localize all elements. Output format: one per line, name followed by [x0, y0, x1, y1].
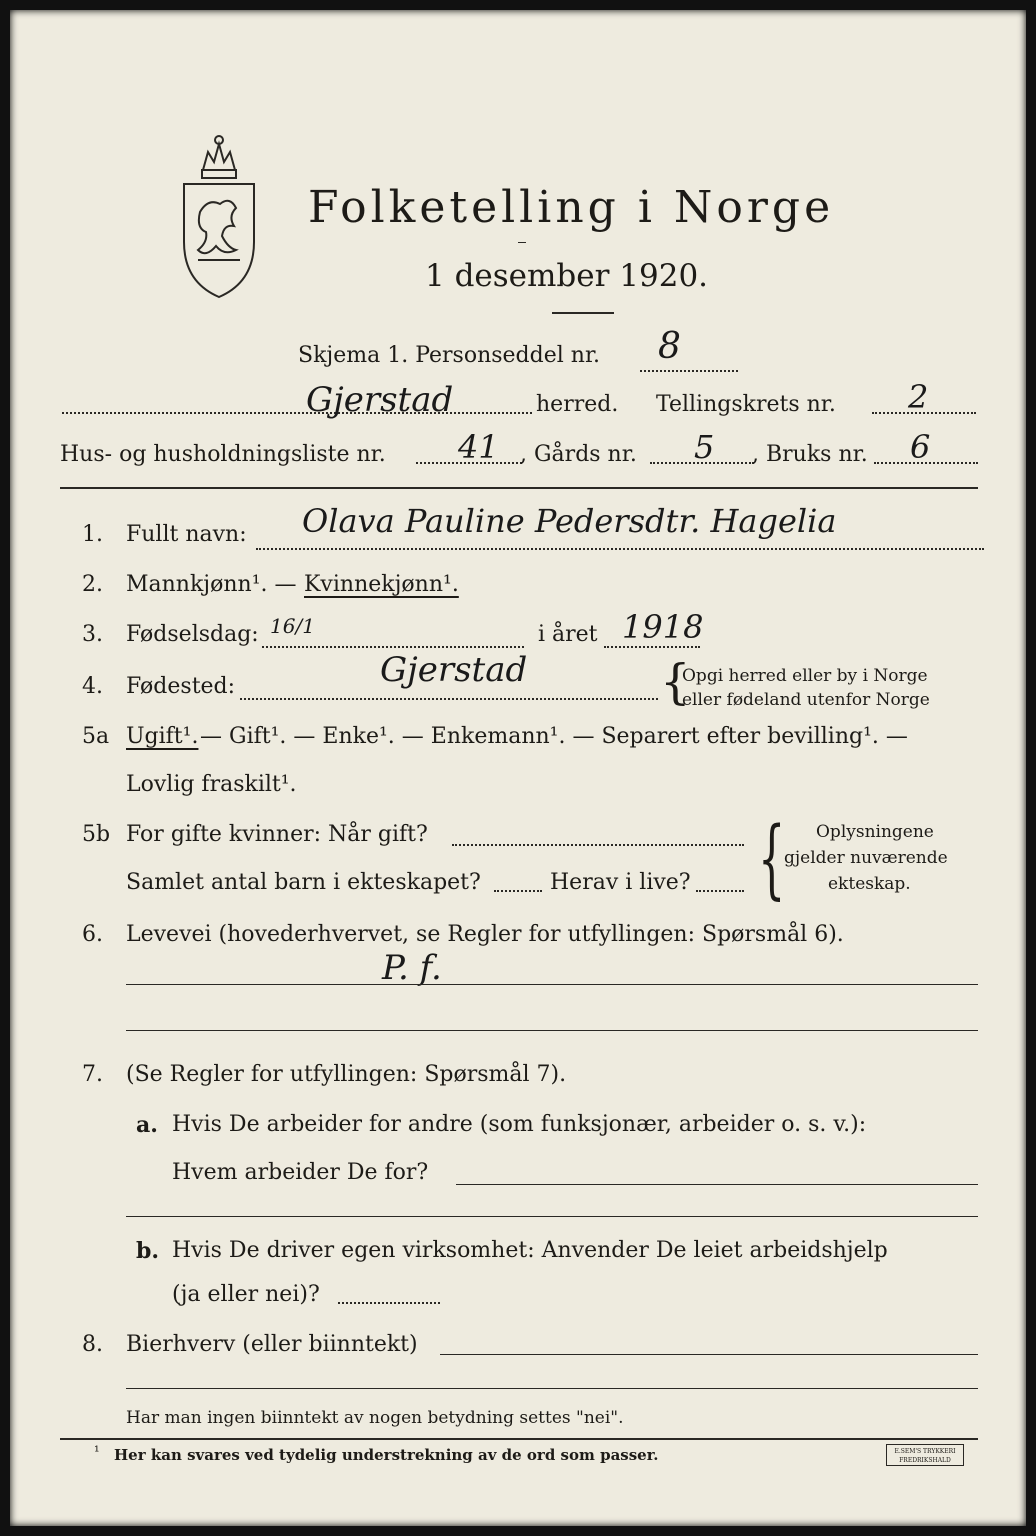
q5a-ugift: Ugift¹.	[126, 724, 199, 749]
q3-year: 1918	[622, 608, 704, 646]
q5b-line1: For gifte kvinner: Når gift?	[126, 822, 428, 847]
q3-label: Fødselsdag:	[126, 622, 259, 647]
printer-stamp-line1: E.SEM'S TRYKKERI	[894, 1448, 956, 1455]
q5b-note-line3: ekteskap.	[828, 874, 911, 894]
q7b-letter: b.	[136, 1238, 160, 1264]
q7a-line1: Hvis De arbeider for andre (som funksjonær, arbeider o. s. v.):	[172, 1112, 867, 1137]
q4-birthplace: Gjerstad	[380, 650, 528, 690]
tellingskrets-nr: 2	[908, 378, 929, 416]
herred-label: herred.	[536, 392, 619, 417]
census-form-page: Folketelling i Norge 1 desember 1920. Skjema 1. Personseddel nr. 8 Gjerstad herred. Tellingskrets nr. 2 Hus- og husholdningsliste nr. 41 , Gårds nr. 5 , Bruks nr. 6 1. Fullt navn: Olava Pauline Pedersdtr. Hagelia 2. Mannkjønn¹. — Kvinnekjønn¹. 3. Fødselsdag: 16/1 i året 1918 4. Fødested: Gjerstad { Opgi herred eller by i Norge eller fødeland utenfor Norge 5a Ugift¹. — Gift¹. — Enke¹. — Enkemann¹. — Separert efter bevilling¹. — Lovlig fraskilt¹. 5b For gifte kvinner: Når gift? Samlet antal barn i ekteskapet? Herav i live? { Oplysningene gjelder nuværende ekteskap. 6. Levevei (hovederhvervet, se Regler for utfyllingen: Spørsmål 6). P. f. 7. (Se Regler for utfyllingen: Spørsmål 7). a. Hvis De arbeider for andre (som funksjonær, arbeider o. s. v.): Hvem arbeider De for? b. Hvis De driver egen virksomhet: Anvender De leiet arbeidshjelp (ja eller nei)? 8. Bierhverv (eller biinntekt) Har man ingen biinntekt av nogen betydning settes "nei". ¹ Her kan svares ved tydelig understrekning av de ord som passer. E.SEM'S TRYKKERI FREDRIKSHALD	[10, 10, 1026, 1526]
bruks-nr: 6	[910, 428, 931, 466]
printer-stamp	[886, 1444, 964, 1466]
personseddel-nr: 8	[658, 326, 681, 367]
q5a-line2: Lovlig fraskilt¹.	[126, 772, 297, 797]
note-nei: Har man ingen biinntekt av nogen betydning settes "nei".	[126, 1408, 624, 1428]
q4-note-line2: eller fødeland utenfor Norge	[682, 690, 930, 710]
q7b-line1: Hvis De driver egen virksomhet: Anvender De leiet arbeidshjelp	[172, 1238, 888, 1263]
q5a-options: — Gift¹. — Enke¹. — Enkemann¹. — Separert efter bevilling¹. —	[200, 724, 908, 749]
q5b-note-line1: Oplysningene	[816, 822, 934, 842]
q5b-number: 5b	[82, 822, 111, 847]
q8-number: 8.	[82, 1332, 103, 1357]
hus-nr: 41	[458, 428, 499, 466]
q4-note-line1: Opgi herred eller by i Norge	[682, 666, 928, 686]
q3-year-label: i året	[538, 622, 598, 647]
q5b-note-line2: gjelder nuværende	[784, 848, 948, 868]
q7-number: 7.	[82, 1062, 103, 1087]
q3-number: 3.	[82, 622, 103, 647]
footnote-mark: ¹	[94, 1444, 100, 1460]
q1-number: 1.	[82, 522, 103, 547]
bruks-label: , Bruks nr.	[752, 442, 868, 467]
q2-number: 2.	[82, 572, 103, 597]
q7b-line2: (ja eller nei)?	[172, 1282, 320, 1307]
gards-label: , Gårds nr.	[520, 442, 637, 467]
q2-male: Mannkjønn¹. —	[126, 572, 297, 597]
q2-female: Kvinnekjønn¹.	[304, 572, 459, 597]
herred-value: Gjerstad	[306, 380, 454, 420]
hus-label: Hus- og husholdningsliste nr.	[60, 442, 386, 467]
census-date: 1 desember 1920.	[425, 258, 709, 294]
q1-full-name: Olava Pauline Pedersdtr. Hagelia	[302, 502, 837, 540]
page-title: Folketelling i Norge	[308, 182, 835, 233]
q5a-number: 5a	[82, 724, 110, 749]
q7a-line2: Hvem arbeider De for?	[172, 1160, 429, 1185]
q6-number: 6.	[82, 922, 103, 947]
skjema-label: Skjema 1. Personseddel nr.	[298, 343, 601, 368]
q8-label: Bierhverv (eller biinntekt)	[126, 1332, 418, 1357]
footnote-text: Her kan svares ved tydelig understrekning av de ord som passer.	[114, 1446, 659, 1464]
q5b-line2: Samlet antal barn i ekteskapet?	[126, 870, 481, 895]
q5b-herav: Herav i live?	[550, 870, 691, 895]
q6-occupation: P. f.	[382, 948, 442, 988]
q4-label: Fødested:	[126, 674, 236, 699]
printer-stamp-line2: FREDRIKSHALD	[899, 1457, 951, 1464]
tellingskrets-label: Tellingskrets nr.	[656, 392, 836, 417]
coat-of-arms-icon	[178, 132, 260, 300]
q7-label: (Se Regler for utfyllingen: Spørsmål 7).	[126, 1062, 567, 1087]
q6-label: Levevei (hovederhvervet, se Regler for utfyllingen: Spørsmål 6).	[126, 922, 844, 947]
q7a-letter: a.	[136, 1112, 158, 1138]
q4-number: 4.	[82, 674, 103, 699]
gards-nr: 5	[694, 428, 715, 466]
q3-day: 16/1	[270, 614, 315, 638]
q1-label: Fullt navn:	[126, 522, 247, 547]
